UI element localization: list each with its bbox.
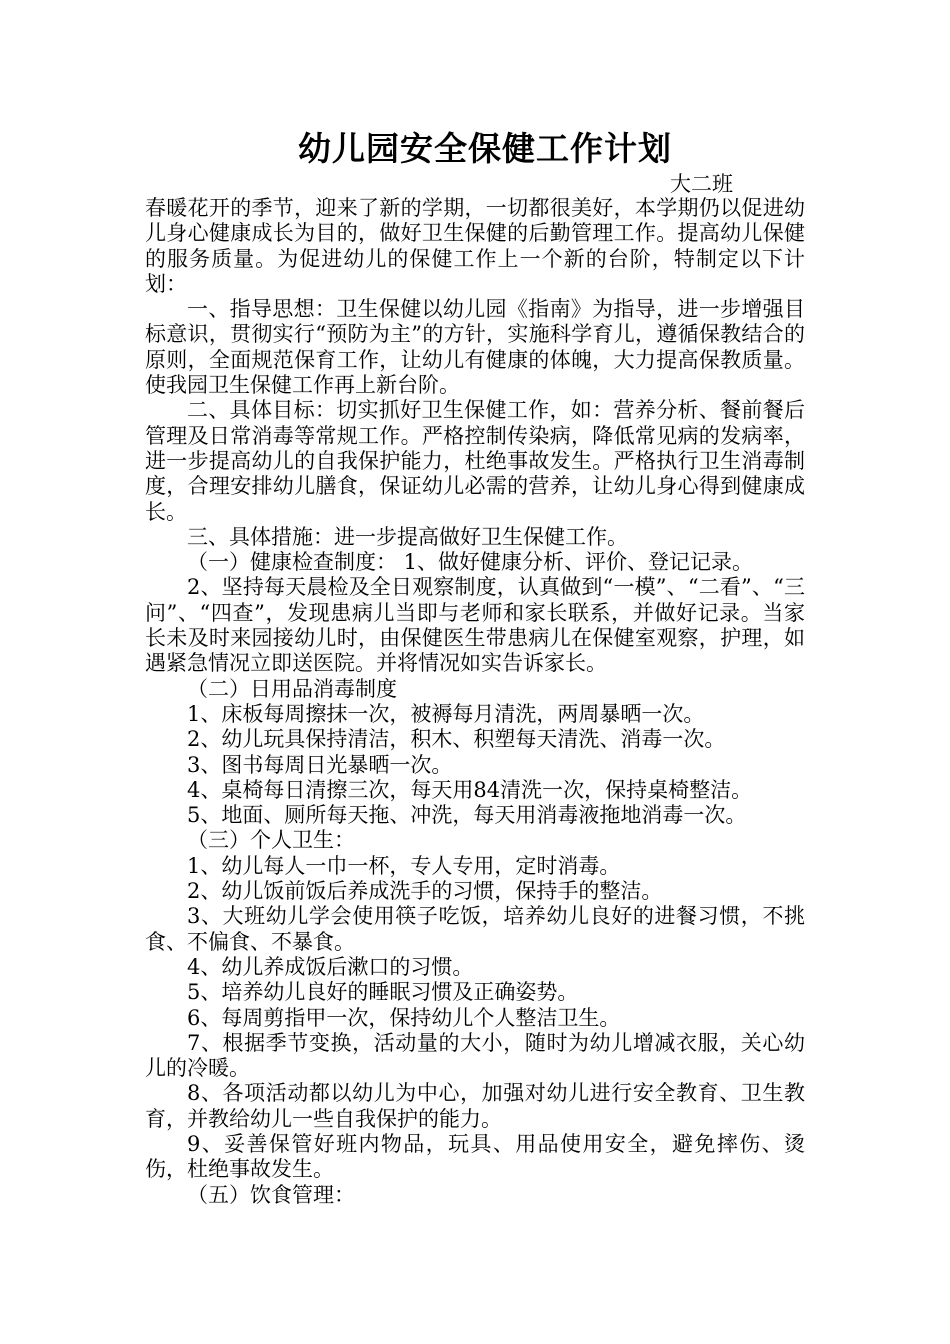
paragraph: 4、桌椅每日清擦三次，每天用84清洗一次，保持桌椅整洁。 bbox=[187, 777, 753, 802]
paragraph: 一、指导思想：卫生保健以幼儿园《指南》为指导，进一步增强目标意识，贯彻实行“预防为主”的方针，实施科学育儿，遵循保教结合的原则，全面规范保育工作，让幼儿有健康的体魄，大力提高保教质量。使我园卫生保健工作再上新台阶。 bbox=[145, 297, 805, 398]
paragraph: 2、幼儿饭前饭后养成洗手的习惯，保持手的整洁。 bbox=[187, 879, 663, 904]
document-page bbox=[145, 118, 805, 1208]
class-name: 大二班 bbox=[670, 172, 733, 196]
document-body bbox=[145, 196, 805, 1208]
paragraph: （三）个人卫生： bbox=[187, 828, 355, 853]
paragraph: 3、大班幼儿学会使用筷子吃饭，培养幼儿良好的进餐习惯，不挑食、不偏食、不暴食。 bbox=[145, 904, 805, 954]
paragraph: 1、幼儿每人一巾一杯，专人专用，定时消毒。 bbox=[187, 853, 621, 878]
paragraph: 5、培养幼儿良好的睡眠习惯及正确姿势。 bbox=[187, 980, 579, 1005]
paragraph: （五）饮食管理： bbox=[187, 1182, 355, 1207]
paragraph: 7、根据季节变换，活动量的大小，随时为幼儿增减衣服，关心幼儿的冷暖。 bbox=[145, 1030, 805, 1081]
paragraph: 3、图书每周日光暴晒一次。 bbox=[187, 752, 453, 777]
paragraph: 9、妥善保管好班内物品，玩具、用品使用安全，避免摔伤、烫伤，杜绝事故发生。 bbox=[145, 1131, 805, 1182]
paragraph: 5、地面、厕所每天拖、冲洗，每天用消毒液拖地消毒一次。 bbox=[187, 803, 747, 828]
paragraph: 4、幼儿养成饭后漱口的习惯。 bbox=[187, 954, 474, 979]
paragraph: （一）健康检查制度： 1、做好健康分析、评价、登记记录。 bbox=[187, 550, 754, 575]
paragraph: 二、具体目标：切实抓好卫生保健工作，如：营养分析、餐前餐后管理及日常消毒等常规工作。严格控制传染病，降低常见病的发病率，进一步提高幼儿的自我保护能力，杜绝事故发生。严格执行卫生消毒制度，合理安排幼儿膳食，保证幼儿必需的营养，让幼儿身心得到健康成长。 bbox=[145, 398, 805, 524]
paragraph: 2、幼儿玩具保持清洁，积木、积塑每天清洗、消毒一次。 bbox=[187, 727, 726, 752]
paragraph: （二）日用品消毒制度 bbox=[187, 676, 397, 701]
paragraph: 三、具体措施：进一步提高做好卫生保健工作。 bbox=[187, 524, 628, 549]
paragraph: 2、坚持每天晨检及全日观察制度，认真做到“一模”、“二看”、“三问”、“四查”，发现患病儿当即与老师和家长联系，并做好记录。当家长未及时来园接幼儿时，由保健医生带患病儿在保健室观察，护理，如遇紧急情况立即送医院。并将情况如实告诉家长。 bbox=[145, 575, 805, 676]
paragraph: 6、每周剪指甲一次，保持幼儿个人整洁卫生。 bbox=[187, 1005, 621, 1030]
document-title: 幼儿园安全保健工作计划 bbox=[298, 129, 672, 168]
paragraph: 春暖花开的季节，迎来了新的学期，一切都很美好，本学期仍以促进幼儿身心健康成长为目的，做好卫生保健的后勤管理工作。提高幼儿保健的服务质量。为促进幼儿的保健工作上一个新的台阶，特制定以下计划： bbox=[145, 196, 805, 296]
paragraph: 8、各项活动都以幼儿为中心，加强对幼儿进行安全教育、卫生教育，并教给幼儿一些自我保护的能力。 bbox=[145, 1081, 805, 1131]
paragraph: 1、床板每周擦抹一次，被褥每月清洗，两周暴晒一次。 bbox=[187, 701, 705, 726]
